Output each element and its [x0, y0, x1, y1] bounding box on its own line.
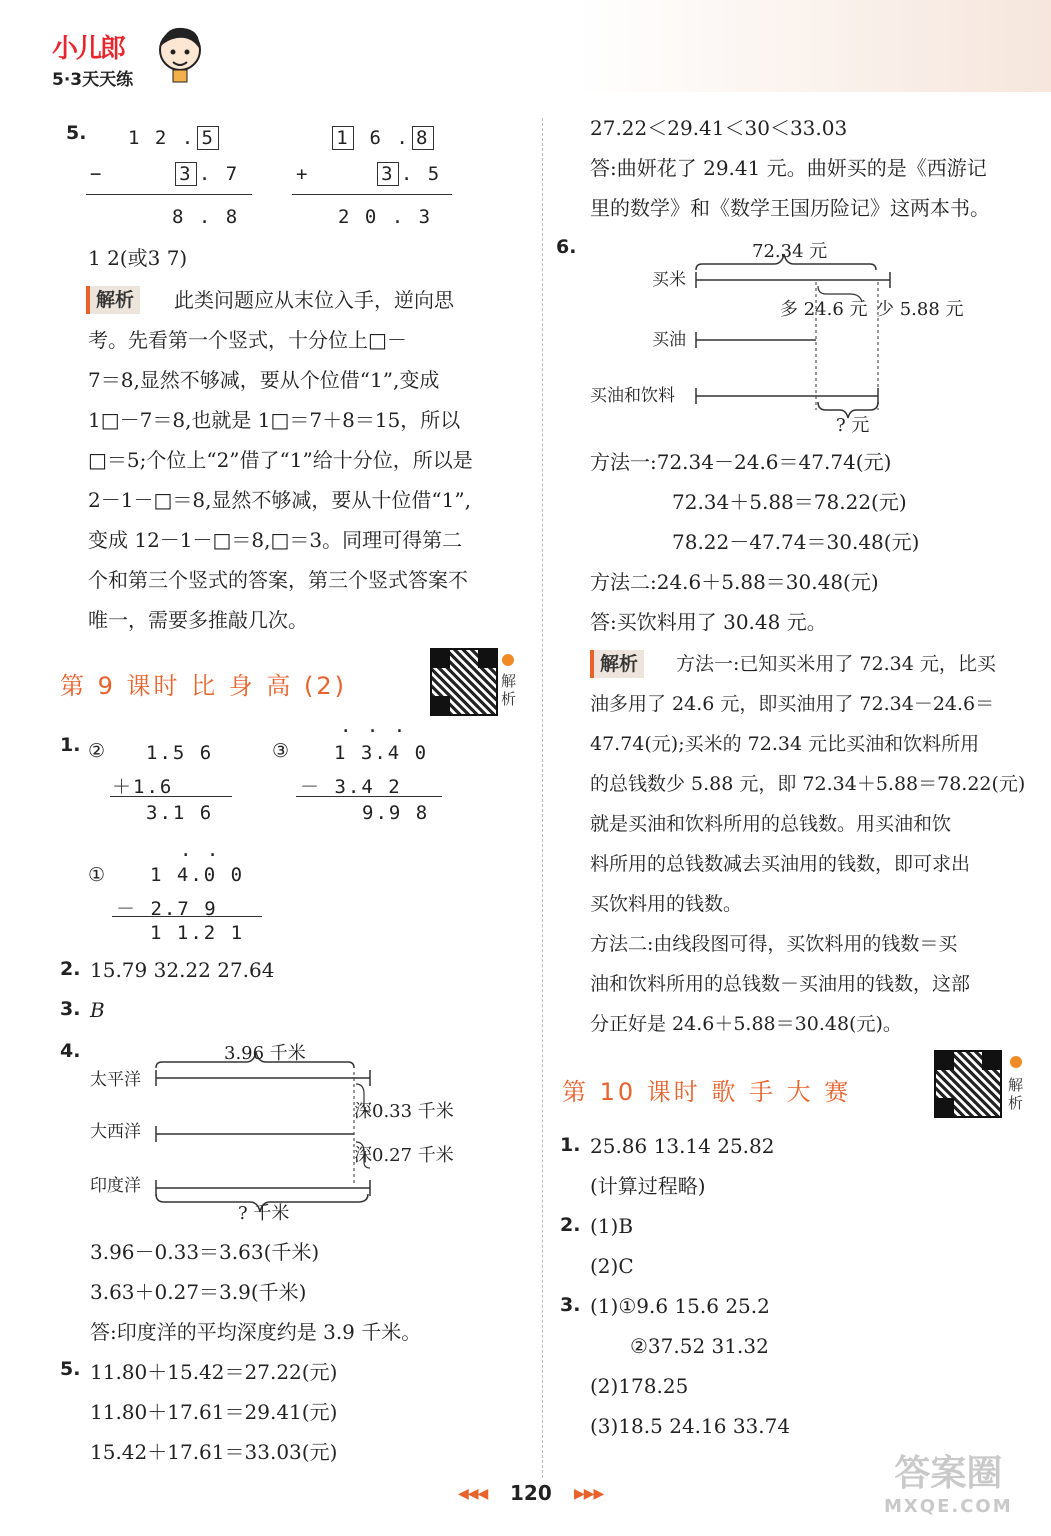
q1c-result: 1 1.2 1 [150, 922, 245, 944]
q1b-rule [296, 796, 442, 797]
q1-number: 1. [60, 734, 81, 756]
lesson10-title: 第 10 课时 歌 手 大 赛 [562, 1078, 852, 1106]
q4-row-atlantic: 大西洋 [90, 1122, 141, 1142]
q4-solution: 3.96－0.33＝3.63(千米) 3.63＋0.27＝3.9(千米) 答:印度洋的平均深度约是 3.9 千米。 [90, 1240, 422, 1344]
q6-analysis-tag: 解析 [590, 650, 644, 678]
q6-row-rice: 买米 [652, 270, 686, 290]
calc2-result: 2 0 . 3 [338, 206, 433, 228]
lesson10-qr-icon[interactable] [934, 1050, 1002, 1118]
q1b-carry: · · · [340, 720, 408, 742]
answer-row: 3. (1)①9.6 15.6 25.2 [560, 1294, 770, 1318]
q2-number: 2. [60, 958, 81, 980]
lesson9-title: 第 9 课时 比 身 高 (2) [60, 672, 348, 700]
lesson10-qr-label: 解析 [1008, 1076, 1024, 1112]
q5-answer: 1 2(或3 7) [88, 246, 188, 270]
q1b-result: 9.9 8 [362, 802, 430, 824]
page-number: 120 [510, 1481, 552, 1505]
q1a-rule [110, 796, 232, 797]
q1c-row1: 1 4.0 0 [150, 864, 245, 886]
column-divider [542, 118, 543, 1478]
q6-top-label: 72.34 元 [752, 241, 828, 262]
q4-row-pacific: 太平洋 [90, 1070, 141, 1090]
logo-text: 小儿郎 [52, 34, 125, 64]
q4-depth2: 深0.27 千米 [354, 1145, 454, 1166]
lesson9-qr-icon[interactable] [430, 648, 498, 716]
q1c-row2: － 2.7 9 [116, 898, 218, 920]
q3-answer: B [90, 998, 105, 1022]
q1b-row1: 1 3.4 0 [334, 742, 429, 764]
q5b-number: 5. [60, 1358, 81, 1380]
q6-line-diagram [690, 250, 910, 434]
next-page-icon[interactable]: ▶▶▶ [574, 1486, 604, 1502]
logo [52, 28, 133, 90]
answer-row: 2. (1)B [560, 1214, 634, 1238]
watermark-logo: 答案圈 MXQE.COM [884, 1453, 1013, 1517]
answer-row: ②37.52 31.32 [630, 1334, 769, 1358]
lesson9-qr-label: 解析 [501, 672, 517, 708]
q6-row-oil: 买油 [652, 330, 686, 350]
q4-top-label: 3.96 千米 [224, 1043, 306, 1064]
answer-row: (2)178.25 [590, 1374, 689, 1398]
calc2-row1: 1 6 . 8 [330, 126, 436, 150]
calc1-rule [86, 194, 252, 195]
answer-row: 1. 25.86 13.14 25.82 [560, 1134, 775, 1158]
calc2-rule [292, 194, 452, 195]
q1b-mark: ③ [272, 740, 292, 762]
calc1-row2: − 3 . 7 [90, 163, 240, 185]
q5-analysis: 此类问题应从末位入手，逆向思 考。先看第一个竖式，十分位上□－ 7＝8,显然不够减，要从个位借“1”,变成 1□－7＝8,也就是 1□＝7＋8＝15，所以 □＝5;个位上“2”借了“1”给十分位，所以是 2－1－□＝8,显然不够减，要从十位借“1”, 变成 12－1－□＝8,□＝3。同理可得第二 个和第三个竖式的答案，第三个竖式答案不 唯一，需要多推敲几次。 [88, 288, 473, 632]
q4-number: 4. [60, 1040, 81, 1062]
q5-analysis-tag: 解析 [86, 286, 140, 314]
answer-row: (计算过程略) [590, 1174, 706, 1198]
q1a-row1: 1.5 6 [146, 742, 214, 764]
lesson9-qr-dot-icon [502, 654, 514, 666]
q1b-row2: － 3.4 2 [300, 776, 402, 798]
series-text: 5·3天天练 [52, 70, 134, 90]
q6-analysis: 方法一:已知买米用了 72.34 元，比买 油多用了 24.6 元，即买油用了 72.34－24.6＝ 47.74(元);买米的 72.34 元比买油和饮料所用 的总钱数少 5.88 元，即 72.34＋5.88＝78.22(元) 就是买油和饮料所用的总钱数。用买油和饮 料所用的总钱数减去买油用的钱数，即可求出 买饮料用的钱数。 方法二:由线段图可得，买饮料用的钱数＝买 油和饮料所用的总钱数－买油用的钱数，这部 分正好是 24.6＋5.88＝30.48(元)。 [590, 653, 1026, 1035]
lesson10-answers [560, 1128, 1030, 1448]
calc1-result: 8 . 8 [172, 206, 240, 228]
q6-less-label: 少 5.88 元 [876, 299, 964, 320]
q6-more-label: 多 24.6 元 [780, 299, 868, 320]
mascot-icon [155, 22, 205, 84]
q6-number: 6. [556, 236, 577, 258]
q1c-rule [112, 916, 262, 917]
q1c-carry: · · [180, 844, 221, 866]
q6-bottom-label: ? 元 [836, 415, 870, 436]
answer-row: (2)C [590, 1254, 634, 1278]
q4-bottom-label: ? 千米 [238, 1203, 290, 1224]
q4-depth1: 深0.33 千米 [354, 1101, 454, 1122]
calc1-row1: 1 2 . 5 [128, 126, 221, 150]
q6-solution: 方法一:72.34－24.6＝47.74(元) 72.34＋5.88＝78.22(元) 78.22－47.74＝30.48(元) 方法二:24.6＋5.88＝30.48(元) 答:买饮料用了 30.48 元。 [590, 450, 920, 634]
answer-row: (3)18.5 24.16 33.74 [590, 1414, 791, 1438]
q1c-mark: ① [88, 864, 108, 886]
q1a-result: 3.1 6 [146, 802, 214, 824]
q1a-mark: ② [88, 740, 108, 762]
q4-line-diagram [150, 1038, 480, 1228]
right-top-lines: 27.22＜29.41＜30＜33.03 答:曲妍花了 29.41 元。曲妍买的是《西游记 里的数学》和《数学王国历险记》这两本书。 [590, 116, 990, 220]
prev-page-icon[interactable]: ◀◀◀ [458, 1486, 488, 1502]
q2-answer: 15.79 32.22 27.64 [90, 958, 275, 982]
q3-number: 3. [60, 998, 81, 1020]
q5b-solution: 11.80＋15.42＝27.22(元) 11.80＋17.61＝29.41(元) 15.42＋17.61＝33.03(元) [90, 1360, 338, 1464]
q6-row-oil-drink: 买油和饮料 [590, 386, 675, 406]
calc2-row2: + 3 . 5 [296, 163, 442, 185]
q4-row-indian: 印度洋 [90, 1176, 141, 1196]
q1a-row2: ＋1.6 [112, 776, 174, 798]
q5-number: 5. [66, 122, 87, 144]
lesson10-qr-dot-icon [1010, 1056, 1022, 1068]
